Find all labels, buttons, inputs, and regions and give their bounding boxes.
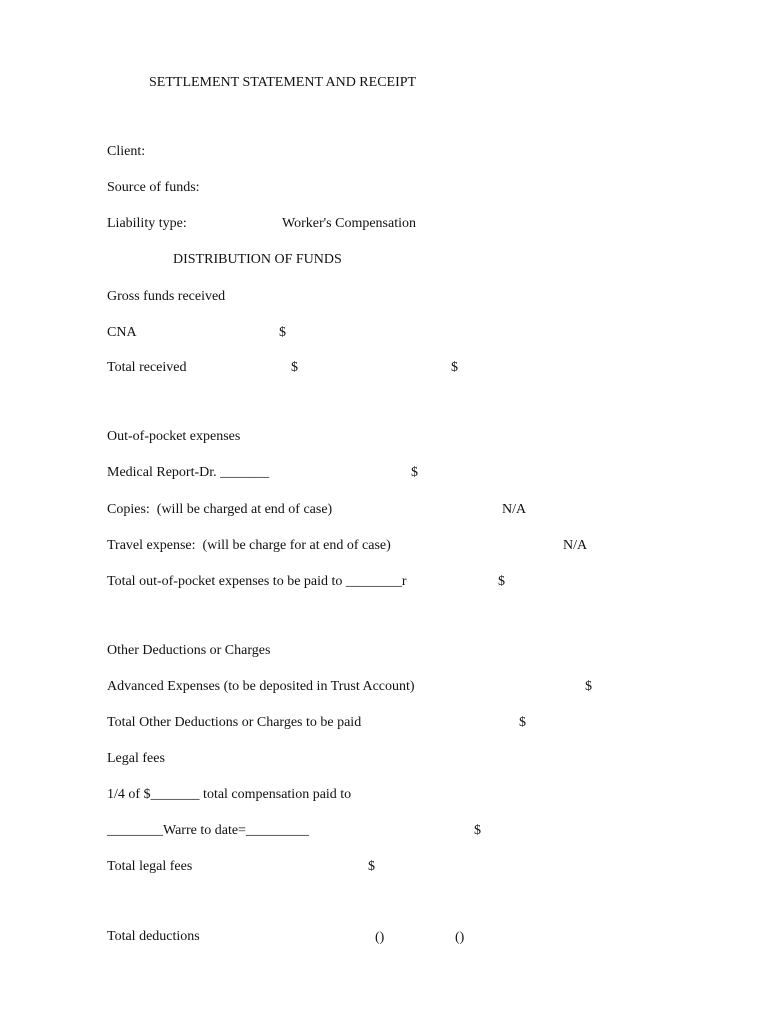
total-legal-fees-amount: $ — [368, 859, 375, 874]
distribution-heading: DISTRIBUTION OF FUNDS — [173, 252, 342, 267]
legal-fees-to-date-amount: $ — [474, 823, 481, 838]
total-deductions-amount: () — [375, 930, 385, 945]
client-label: Client: — [107, 144, 146, 159]
document-title: SETTLEMENT STATEMENT AND RECEIPT — [149, 75, 417, 90]
total-out-of-pocket-label: Total out-of-pocket expenses to be paid to ________r — [107, 574, 407, 589]
cna-label: CNA — [107, 325, 137, 340]
copies-label: Copies: (will be charged at end of case) — [107, 502, 333, 517]
cna-amount: $ — [279, 325, 286, 340]
total-legal-fees-label: Total legal fees — [107, 859, 193, 874]
legal-fees-to-date-line: ________Warre to date=_________ — [107, 823, 309, 838]
advanced-expenses-amount: $ — [585, 679, 592, 694]
medical-report-amount: $ — [411, 465, 418, 480]
liability-type-label: Liability type: — [107, 216, 187, 231]
gross-funds-heading: Gross funds received — [107, 289, 226, 304]
total-other-deductions-label: Total Other Deductions or Charges to be paid — [107, 715, 362, 730]
travel-expense-amount: N/A — [563, 538, 588, 553]
total-other-deductions-amount: $ — [519, 715, 526, 730]
source-of-funds-label: Source of funds: — [107, 180, 200, 195]
advanced-expenses-label: Advanced Expenses (to be deposited in Trust Account) — [107, 679, 415, 694]
medical-report-label: Medical Report-Dr. _______ — [107, 465, 270, 480]
legal-fees-compensation-line: 1/4 of $_______ total compensation paid to — [107, 787, 352, 802]
total-received-amount: $ — [291, 360, 298, 375]
total-received-amount-net: $ — [451, 360, 458, 375]
legal-fees-heading: Legal fees — [107, 751, 165, 766]
other-deductions-heading: Other Deductions or Charges — [107, 643, 271, 658]
total-received-label: Total received — [107, 360, 187, 375]
travel-expense-label: Travel expense: (will be charge for at end of case) — [107, 538, 391, 553]
liability-type-value: Worker's Compensation — [282, 216, 416, 231]
total-out-of-pocket-amount: $ — [498, 574, 505, 589]
total-deductions-amount-net: () — [455, 930, 465, 945]
out-of-pocket-heading: Out-of-pocket expenses — [107, 429, 241, 444]
total-deductions-label: Total deductions — [107, 929, 200, 944]
copies-amount: N/A — [502, 502, 527, 517]
